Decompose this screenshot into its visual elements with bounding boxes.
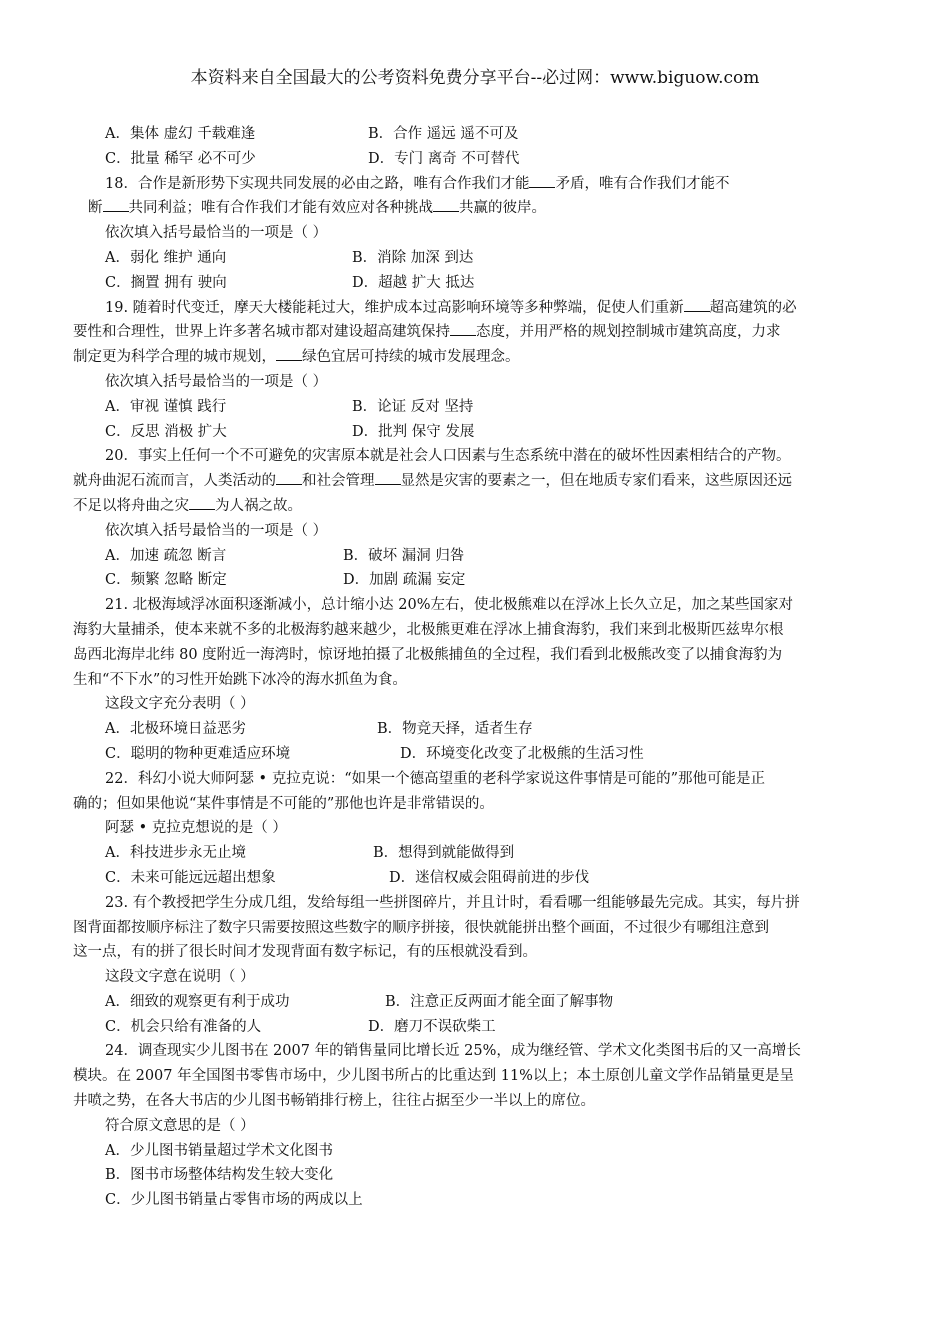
document-body [0,122,950,1213]
blank [529,172,555,188]
q18-stem-line-1 [0,172,950,197]
q18-prompt: 依次填入括号最恰当的一项是（ ） [105,225,328,242]
q17-option-d: D．专门 离奇 不可替代 [368,150,520,167]
q18-option-d: D．超越 扩大 抵达 [352,274,475,291]
blank [189,494,215,510]
q20-stem-text: 不足以将舟曲之灾 [73,497,189,514]
q21-option-b: B．物竞天择，适者生存 [377,721,533,738]
q20-stem-line-1: 20．事实上任何一个不可避免的灾害原本就是社会人口因素与生态系统中潜在的破坏性因素相结合的产物。 [105,448,791,465]
q22-option-b: B．想得到就能做得到 [373,845,515,862]
q18-stem-text: 共同利益；唯有合作我们才能有效应对各种挑战 [128,200,433,217]
q17-option-b: B．合作 遥远 遥不可及 [368,126,519,142]
q19-options-row-1 [0,395,950,420]
q22-stem-line-1: 22．科幻小说大师阿瑟 • 克拉克说：“如果一个德高望重的老科学家说这件事情是可能的”那他可能是正 [105,770,766,787]
blank [276,345,302,361]
q19-prompt: 依次填入括号最恰当的一项是（ ） [105,373,328,390]
q18-stem-line-2 [0,196,950,221]
q19-option-d: D．批判 保守 发展 [352,423,475,440]
q19-stem-line-2 [0,320,950,345]
blank [375,469,401,485]
q19-stem-text: 要性和合理性，世界上许多著名城市都对建设超高建筑保持 [73,324,450,341]
q24-stem-line-3: 井喷之势，在各大书店的少儿图书畅销排行榜上，往往占据至少一半以上的席位。 [73,1093,595,1110]
q22-option-a: A．科技进步永无止境 [105,845,246,862]
q21-stem-line-3: 岛西北海岸北纬 80 度附近一海湾时，惊讶地拍摄了北极熊捕鱼的全过程，我们看到北极熊改变了以捕食海豹为 [73,646,783,663]
q21-prompt: 这段文字充分表明（ ） [105,696,255,713]
q22-option-c: C．未来可能远远超出想象 [105,869,276,886]
q20-stem-line-3 [0,494,950,519]
q22-options-row-2 [0,866,950,891]
q20-stem-text: 就舟曲泥石流而言，人类活动的 [73,473,276,490]
q24-option-c: C．少儿图书销量占零售市场的两成以上 [105,1192,363,1209]
q23-stem-line-3: 这一点，有的拼了很长时间才发现背面有数字标记，有的压根就没看到。 [73,944,537,961]
q23-options-row-1 [0,990,950,1015]
q20-stem-text: 和社会管理 [302,473,375,490]
q23-option-c: C．机会只给有准备的人 [105,1018,262,1035]
q21-stem-line-2: 海豹大量捕杀，使本来就不多的北极海豹越来越少，北极熊更难在浮冰上捕食海豹，我们来到北极斯匹兹卑尔根 [73,621,784,638]
q20-stem-text: 为人祸之故。 [215,497,302,514]
q18-stem-text: 18．合作是新形势下实现共同发展的必由之路，唯有合作我们才能 [105,175,530,192]
q21-stem-line-1: 21. 北极海域浮冰面积逐渐减小，总计缩小达 20%左右，使北极熊难以在浮冰上长久立足，加之某些国家对 [105,597,794,614]
q19-options-row-2 [0,420,950,445]
q17-options-row-2 [0,147,950,172]
q20-option-b: B．破坏 漏洞 归咎 [343,547,465,564]
q19-stem-text: 超高建筑的必 [709,299,797,316]
blank [433,196,459,212]
q23-options-row-2 [0,1015,950,1040]
q19-stem-line-1 [0,296,950,321]
blank [450,320,476,336]
q18-option-a: A．弱化 维护 通向 [105,249,227,266]
q23-option-d: D．磨刀不误砍柴工 [368,1018,496,1035]
q17-option-a: A．集体 虚幻 千载难逢 [105,126,256,142]
q24-stem-line-1: 24．调查现实少儿图书在 2007 年的销售量同比增长近 25%，成为继经管、学术文化类图书后的又一高增长 [105,1043,801,1060]
q22-stem-line-2: 确的；但如果他说“某件事情是不可能的”那他也许是非常错误的。 [73,795,494,812]
q23-prompt: 这段文字意在说明（ ） [105,969,255,986]
blank [276,469,302,485]
q20-prompt: 依次填入括号最恰当的一项是（ ） [105,522,328,539]
q22-options-row-1 [0,841,950,866]
q21-options-row-2 [0,742,950,767]
q21-option-d: D．环境变化改变了北极熊的生活习性 [400,745,644,762]
q18-stem-text: 断 [88,200,103,217]
q19-option-c: C．反思 消极 扩大 [105,423,227,440]
q21-option-a: A．北极环境日益恶劣 [105,721,246,738]
blank [103,196,129,212]
q23-stem-line-2: 图背面都按顺序标注了数字只需要按照这些数字的顺序拼接，很快就能拼出整个画面，不过很少有哪组注意到 [73,919,769,936]
q20-options-row-2 [0,568,950,593]
blank [684,296,710,312]
q24-option-a: A．少儿图书销量超过学术文化图书 [105,1142,333,1159]
page-header: 本资料来自全国最大的公考资料免费分享平台--必过网：www.biguow.com [190,68,760,88]
q22-option-d: D．迷信权威会阻碍前进的步伐 [389,869,590,886]
q24-prompt: 符合原文意思的是（ ） [105,1117,255,1134]
q20-options-row-1 [0,544,950,569]
q19-stem-text: 制定更为科学合理的城市规划， [73,349,276,366]
q20-option-c: C．频繁 忽略 断定 [105,572,227,589]
q17-options-row-1 [0,122,950,147]
q18-options-row-1 [0,246,950,271]
q20-stem-text: 显然是灾害的要素之一，但在地质专家们看来，这些原因还远 [400,473,792,490]
q23-option-b: B．注意正反两面才能全面了解事物 [385,993,614,1010]
q20-stem-line-2 [0,469,950,494]
q24-stem-line-2: 模块。在 2007 年全国图书零售市场中，少儿图书所占的比重达到 11%以上；本土原创儿童文学作品销量更是呈 [73,1068,794,1085]
q19-option-b: B．论证 反对 坚持 [352,398,474,415]
q24-option-b: B．图书市场整体结构发生较大变化 [105,1167,334,1184]
q20-option-a: A．加速 疏忽 断言 [105,547,227,564]
q20-option-d: D．加剧 疏漏 妄定 [343,572,466,589]
q18-stem-text: 矛盾，唯有合作我们才能不 [555,175,730,192]
q21-options-row-1 [0,717,950,742]
q19-option-a: A．审视 谨慎 践行 [105,398,227,415]
q19-stem-text: 19. 随着时代变迁，摩天大楼能耗过大，维护成本过高影响环境等多种弊端，促使人们重新 [105,299,684,316]
q22-prompt: 阿瑟 • 克拉克想说的是（ ） [105,820,287,837]
q23-stem-line-1: 23. 有个教授把学生分成几组，发给每组一些拼图碎片，并且计时，看看哪一组能够最先完成。其实，每片拼 [105,894,800,911]
q18-options-row-2 [0,271,950,296]
q21-stem-line-4: 生和“不下水”的习性开始跳下冰冷的海水抓鱼为食。 [73,671,407,688]
q18-option-b: B．消除 加深 到达 [352,249,474,266]
q17-option-c: C．批量 稀罕 必不可少 [105,150,256,167]
q23-option-a: A．细致的观察更有利于成功 [105,993,290,1010]
q19-stem-text: 绿色宜居可持续的城市发展理念。 [302,349,520,366]
q18-option-c: C．搁置 拥有 驶向 [105,274,227,291]
q18-stem-text: 共赢的彼岸。 [459,200,546,217]
q19-stem-line-3 [0,345,950,370]
q21-option-c: C．聪明的物种更难适应环境 [105,745,291,762]
q19-stem-text: 态度，并用严格的规划控制城市建筑高度，力求 [476,324,781,341]
